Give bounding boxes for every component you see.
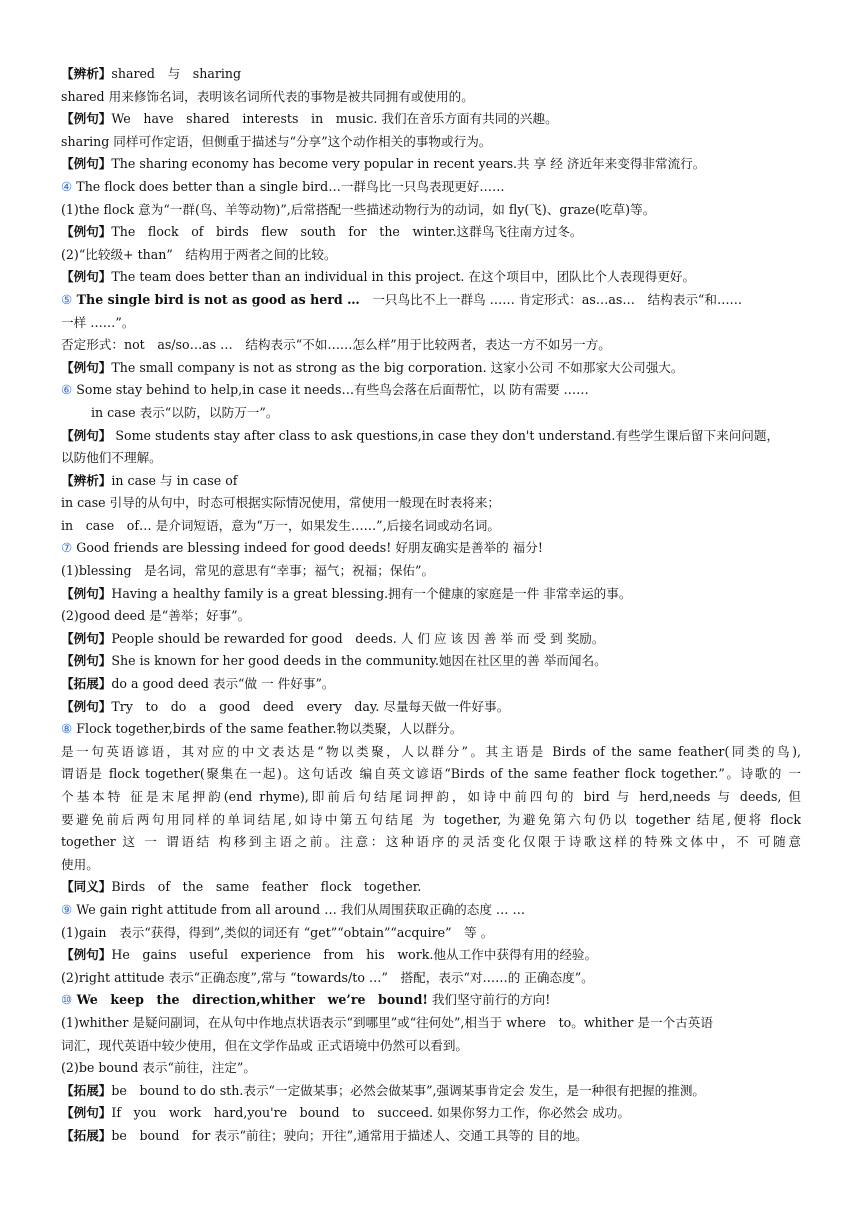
line-text: in case 引导的从句中，时态可根据实际情况使用，常使用一般现在时表将来； <box>61 495 501 511</box>
line-text: 使用。 <box>61 856 99 872</box>
text-line <box>61 63 801 86</box>
text-line <box>61 357 801 380</box>
line-text: (2)good deed 是“善举；好事”。 <box>61 608 251 624</box>
line-text: together 这 一 谓语结 构移到主语之前。注意：这种语序的灵活变化仅限于诗歌这样的特殊文体中，不 可随意 <box>61 834 801 850</box>
document-body <box>61 63 801 1148</box>
line-text: 我们坚守前行的方向! <box>427 992 551 1008</box>
item-number-marker: ⑧ <box>61 721 73 737</box>
item-number-marker: ⑩ <box>61 992 73 1008</box>
text-line <box>61 334 801 357</box>
section-tag: 【例句】 <box>61 947 112 963</box>
line-text: The flock does better than a single bird…一群鸟比一只鸟表现更好…… <box>72 178 505 194</box>
text-line <box>61 425 801 448</box>
text-line <box>61 628 801 651</box>
line-text: 一样 ……”。 <box>61 314 135 330</box>
text-line <box>61 899 801 922</box>
text-line <box>61 379 801 402</box>
section-tag: 【拓展】 <box>61 1127 112 1143</box>
text-line <box>61 763 801 786</box>
text-line <box>61 289 801 312</box>
text-line <box>61 402 801 425</box>
line-text: 是一句英语谚语，其对应的中文表达是“物以类聚，人以群分”。其主语是 Birds of the same feather(同类的鸟), <box>61 743 801 759</box>
line-text: sharing 同样可作定语，但侧重于描述与“分享”这个动作相关的事物或行为。 <box>61 133 492 149</box>
text-line <box>61 718 801 741</box>
text-line <box>61 831 801 854</box>
line-text: 个基本特 征是末尾押韵(end rhyme),即前后句结尾词押韵，如诗中前四句的 bird 与 herd,needs 与 deeds, 但 <box>61 789 801 804</box>
section-tag: 【例句】 <box>61 427 112 443</box>
text-line <box>61 199 801 222</box>
line-text: 否定形式：not as/so…as … 结构表示“不如……怎么样”用于比较两者，表达一方不如另一方。 <box>61 337 611 353</box>
line-text: Good friends are blessing indeed for good deeds! 好朋友确实是善举的 福分! <box>72 540 543 556</box>
bold-sentence: We keep the direction,whither we’re bound! <box>72 992 428 1008</box>
section-tag: 【例句】 <box>61 359 112 375</box>
line-text: do a good deed 表示“做 一 件好事”。 <box>111 676 335 692</box>
text-line <box>61 153 801 176</box>
text-line <box>61 583 801 606</box>
text-line <box>61 266 801 289</box>
line-text: Having a healthy family is a great blessing.拥有一个健康的家庭是一件 非常幸运的事。 <box>111 585 632 601</box>
text-line <box>61 809 801 832</box>
text-line <box>61 244 801 267</box>
text-line <box>61 537 801 560</box>
line-text: Some students stay after class to ask questions,in case they don't understand.有些学生课后留下来问问题， <box>111 427 780 443</box>
text-line <box>61 1057 801 1080</box>
text-line <box>61 605 801 628</box>
line-text: 要避免前后两句用同样的单词结尾,如诗中第五句结尾 为 together, 为避免第六句仍以 together 结尾,便将 flock <box>61 811 801 827</box>
line-text: Try to do a good deed every day. 尽量每天做一件好事。 <box>111 698 510 714</box>
line-text: (2)be bound 表示“前往，注定”。 <box>61 1060 256 1076</box>
line-text: If you work hard,you're bound to succeed. 如果你努力工作，你必然会 成功。 <box>111 1105 630 1121</box>
section-tag: 【拓展】 <box>61 1082 112 1098</box>
section-tag: 【例句】 <box>61 585 112 601</box>
line-text: in case of… 是介词短语，意为“万一，如果发生……”,后接名词或动名词。 <box>61 517 500 533</box>
line-text: He gains useful experience from his work.他从工作中获得有用的经验。 <box>111 947 598 963</box>
line-text: We have shared interests in music. 我们在音乐方面有共同的兴趣。 <box>111 111 558 127</box>
line-text: 词汇，现代英语中较少使用，但在文学作品或 正式语境中仍然可以看到。 <box>61 1037 469 1053</box>
text-line <box>61 967 801 990</box>
text-line <box>61 131 801 154</box>
text-line <box>61 1125 801 1148</box>
line-text: 谓语是 flock together(聚集在一起)。这句话改 编自英文谚语“Birds of the same feather flock together.”。诗歌的 一 <box>61 766 801 782</box>
text-line <box>61 650 801 673</box>
text-line <box>61 1035 801 1058</box>
line-text: be bound to do sth.表示“一定做某事；必然会做某事”,强调某事肯定会 发生，是一种很有把握的推测。 <box>111 1082 706 1098</box>
line-text: in case 表示“以防，以防万一”。 <box>91 404 279 420</box>
text-line <box>61 176 801 199</box>
line-text: Birds of the same feather flock together. <box>111 879 422 895</box>
text-line <box>61 492 801 515</box>
text-line <box>61 560 801 583</box>
section-tag: 【例句】 <box>61 224 112 240</box>
line-text: The small company is not as strong as the big corporation. 这家小公司 不如那家大公司强大。 <box>111 359 684 375</box>
line-text: (1)the flock 意为“一群(鸟、羊等动物)”,后常搭配一些描述动物行为的动词，如 fly(飞)、graze(吃草)等。 <box>61 201 656 217</box>
section-tag: 【例句】 <box>61 111 112 127</box>
text-line <box>61 515 801 538</box>
section-tag: 【例句】 <box>61 630 112 646</box>
section-tag: 【例句】 <box>61 1105 112 1121</box>
text-line <box>61 989 801 1012</box>
text-line <box>61 673 801 696</box>
line-text: Flock together,birds of the same feather.物以类聚，人以群分。 <box>72 721 463 737</box>
text-line <box>61 741 801 764</box>
line-text: (1)whither 是疑问副词，在从句中作地点状语表示“到哪里”或“往何处”,相当于 where to。whither 是一个古英语 <box>61 1014 713 1030</box>
text-line <box>61 312 801 335</box>
line-text: The sharing economy has become very popular in recent years.共 享 经 济近年来变得非常流行。 <box>111 156 706 172</box>
text-line <box>61 108 801 131</box>
item-number-marker: ⑤ <box>61 291 73 307</box>
line-text: Some stay behind to help,in case it needs…有些鸟会落在后面帮忙，以 防有需要 …… <box>72 382 589 398</box>
line-text: 一只鸟比不上一群鸟 …… 肯定形式：as…as… 结构表示“和…… <box>359 291 743 307</box>
line-text: (1)blessing 是名词，常见的意思有“幸事；福气；祝福；保佑”。 <box>61 563 435 579</box>
text-line <box>61 854 801 877</box>
section-tag: 【拓展】 <box>61 676 112 692</box>
text-line <box>61 86 801 109</box>
item-number-marker: ⑨ <box>61 901 73 917</box>
line-text: be bound for 表示“前往；驶向；开往”,通常用于描述人、交通工具等的 目的地。 <box>111 1127 588 1143</box>
item-number-marker: ⑦ <box>61 540 73 556</box>
line-text: in case 与 in case of <box>111 472 238 488</box>
section-tag: 【辨析】 <box>61 66 112 81</box>
text-line <box>61 1012 801 1035</box>
line-text: We gain right attitude from all around … 我们从周围获取正确的态度 … … <box>72 901 526 917</box>
line-text: The team does better than an individual in this project. 在这个项目中，团队比个人表现得更好。 <box>111 269 696 285</box>
section-tag: 【例句】 <box>61 269 112 285</box>
line-text: She is known for her good deeds in the community.她因在社区里的善 举而闻名。 <box>111 653 607 669</box>
text-line <box>61 1102 801 1125</box>
item-number-marker: ④ <box>61 178 73 194</box>
line-text: (1)gain 表示“获得，得到”,类似的词还有 “get”“obtain”“acquire” 等 。 <box>61 924 494 940</box>
text-line <box>61 447 801 470</box>
line-text: 以防他们不理解。 <box>61 450 162 466</box>
text-line <box>61 786 801 809</box>
text-line <box>61 470 801 493</box>
line-text: (2)right attitude 表示“正确态度”,常与 “towards/to …” 搭配，表示“对……的 正确态度”。 <box>61 969 594 985</box>
line-text: (2)“比较级+ than” 结构用于两者之间的比较。 <box>61 246 337 262</box>
section-tag: 【例句】 <box>61 653 112 669</box>
text-line <box>61 876 801 899</box>
line-text: shared 与 sharing <box>111 66 242 81</box>
section-tag: 【辨析】 <box>61 472 112 488</box>
line-text: shared 用来修饰名词，表明该名词所代表的事物是被共同拥有或使用的。 <box>61 88 474 104</box>
section-tag: 【例句】 <box>61 156 112 172</box>
text-line <box>61 922 801 945</box>
item-number-marker: ⑥ <box>61 382 73 398</box>
text-line <box>61 944 801 967</box>
text-line <box>61 1080 801 1103</box>
section-tag: 【同义】 <box>61 879 112 895</box>
line-text: The flock of birds flew south for the winter.这群鸟飞往南方过冬。 <box>111 224 583 240</box>
bold-sentence: The single bird is not as good as herd … <box>72 291 360 307</box>
line-text: People should be rewarded for good deeds. 人 们 应 该 因 善 举 而 受 到 奖励。 <box>111 630 605 646</box>
section-tag: 【例句】 <box>61 698 112 714</box>
text-line <box>61 696 801 719</box>
text-line <box>61 221 801 244</box>
